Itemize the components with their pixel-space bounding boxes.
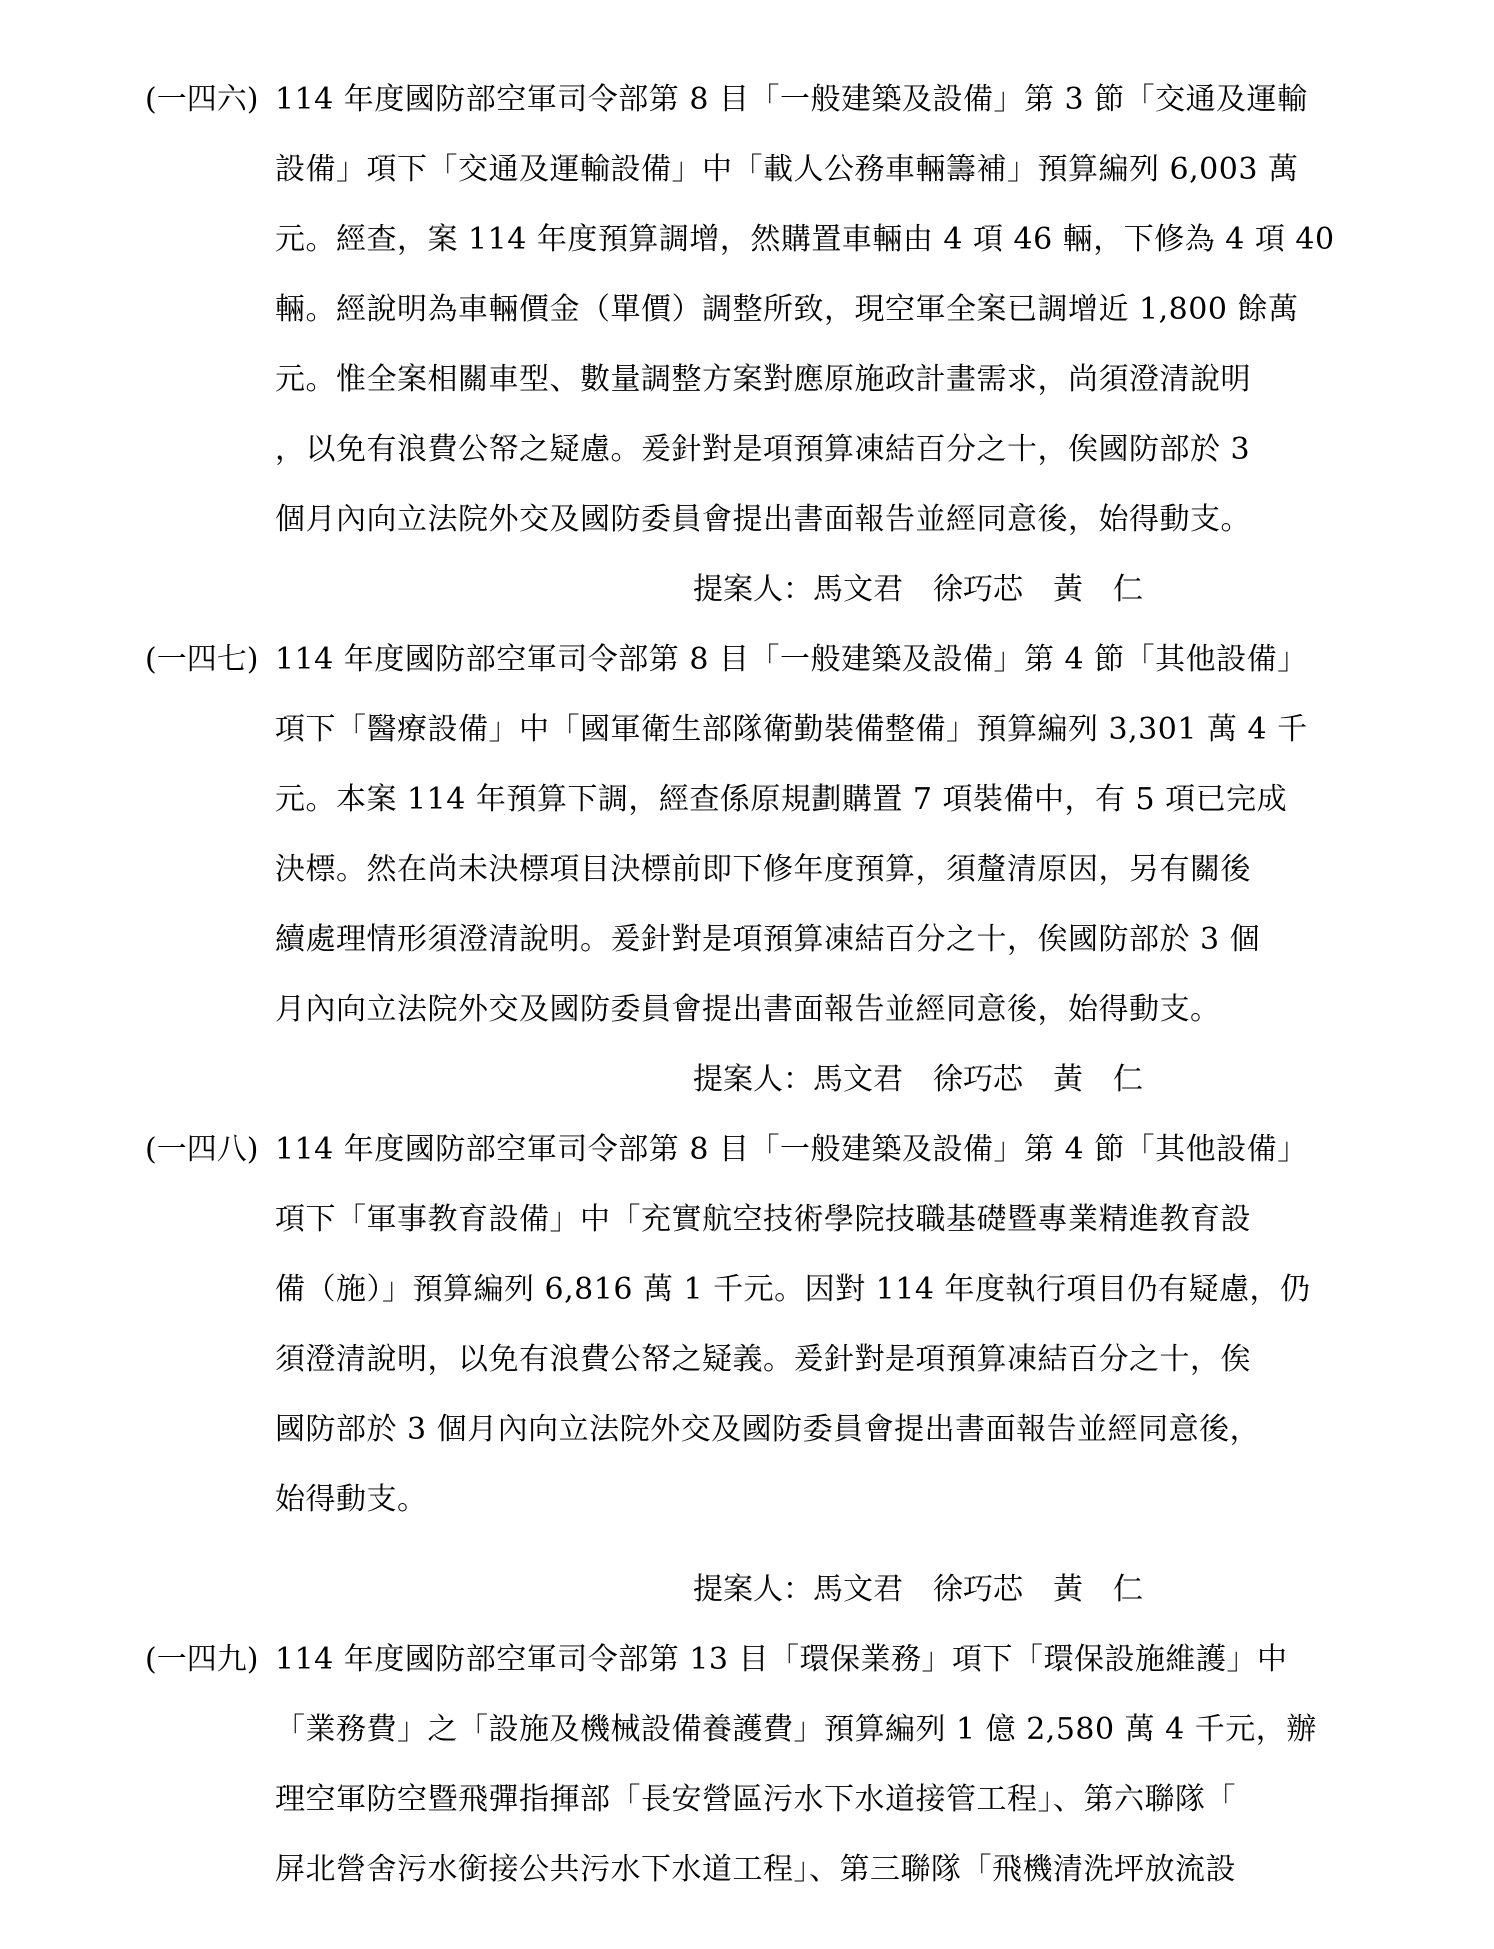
proposer-line: 提案人：馬文君 徐巧芯 黃 仁 bbox=[693, 1572, 1143, 1607]
paragraph-line: 屏北營舍污水銜接公共污水下水道工程」、第三聯隊「飛機清洗坪放流設 bbox=[275, 1852, 1236, 1887]
proposer-line: 提案人：馬文君 徐巧芯 黃 仁 bbox=[693, 1062, 1143, 1097]
paragraph-line: 續處理情形須澄清說明。爰針對是項預算凍結百分之十，俟國防部於 3 個 bbox=[275, 922, 1261, 957]
item-number: (一四九) bbox=[145, 1642, 259, 1677]
paragraph-line: 國防部於 3 個月內向立法院外交及國防委員會提出書面報告並經同意後， bbox=[275, 1412, 1261, 1447]
item-number: (一四八) bbox=[145, 1132, 259, 1167]
paragraph-line: 決標。然在尚未決標項目決標前即下修年度預算，須釐清原因，另有關後 bbox=[275, 852, 1251, 887]
paragraph-line: 114 年度國防部空軍司令部第 8 目「一般建築及設備」第 3 節「交通及運輸 bbox=[275, 82, 1308, 117]
paragraph-line: 設備」項下「交通及運輸設備」中「載人公務車輛籌補」預算編列 6,003 萬 bbox=[275, 152, 1299, 187]
paragraph-line: 輛。經說明為車輛價金（單價）調整所致，現空軍全案已調增近 1,800 餘萬 bbox=[275, 292, 1299, 327]
paragraph-line: 備（施）」預算編列 6,816 萬 1 千元。因對 114 年度執行項目仍有疑慮，仍 bbox=[275, 1272, 1311, 1307]
paragraph-line: 元。惟全案相關車型、數量調整方案對應原施政計畫需求，尚須澄清說明 bbox=[275, 362, 1251, 397]
paragraph-line: 須澄清說明，以免有浪費公帑之疑義。爰針對是項預算凍結百分之十，俟 bbox=[275, 1342, 1251, 1377]
paragraph-line: 個月內向立法院外交及國防委員會提出書面報告並經同意後，始得動支。 bbox=[275, 502, 1251, 537]
paragraph-line: 始得動支。 bbox=[275, 1482, 428, 1517]
paragraph-line: 元。本案 114 年預算下調，經查係原規劃購置 7 項裝備中，有 5 項已完成 bbox=[275, 782, 1288, 817]
paragraph-line: 項下「醫療設備」中「國軍衛生部隊衛勤裝備整備」預算編列 3,301 萬 4 千 bbox=[275, 712, 1308, 747]
item-number: (一四七) bbox=[145, 642, 259, 677]
paragraph-line: 月內向立法院外交及國防委員會提出書面報告並經同意後，始得動支。 bbox=[275, 992, 1221, 1027]
paragraph-line: 項下「軍事教育設備」中「充實航空技術學院技職基礎暨專業精進教育設 bbox=[275, 1202, 1251, 1237]
paragraph-line: 114 年度國防部空軍司令部第 8 目「一般建築及設備」第 4 節「其他設備」 bbox=[275, 642, 1308, 677]
paragraph-line: 元。經查，案 114 年度預算調增，然購置車輛由 4 項 46 輛，下修為 4 項 40 bbox=[275, 222, 1335, 257]
paragraph-line: 理空軍防空暨飛彈指揮部「長安營區污水下水道接管工程」、第六聯隊「 bbox=[275, 1782, 1236, 1817]
item-number: (一四六) bbox=[145, 82, 259, 117]
paragraph-line: ，以免有浪費公帑之疑慮。爰針對是項預算凍結百分之十，俟國防部於 3 bbox=[275, 432, 1251, 467]
proposer-line: 提案人：馬文君 徐巧芯 黃 仁 bbox=[693, 572, 1143, 607]
paragraph-line: 「業務費」之「設施及機械設備養護費」預算編列 1 億 2,580 萬 4 千元，辦 bbox=[275, 1712, 1317, 1747]
paragraph-line: 114 年度國防部空軍司令部第 8 目「一般建築及設備」第 4 節「其他設備」 bbox=[275, 1132, 1308, 1167]
paragraph-line: 114 年度國防部空軍司令部第 13 目「環保業務」項下「環保設施維護」中 bbox=[275, 1642, 1288, 1677]
